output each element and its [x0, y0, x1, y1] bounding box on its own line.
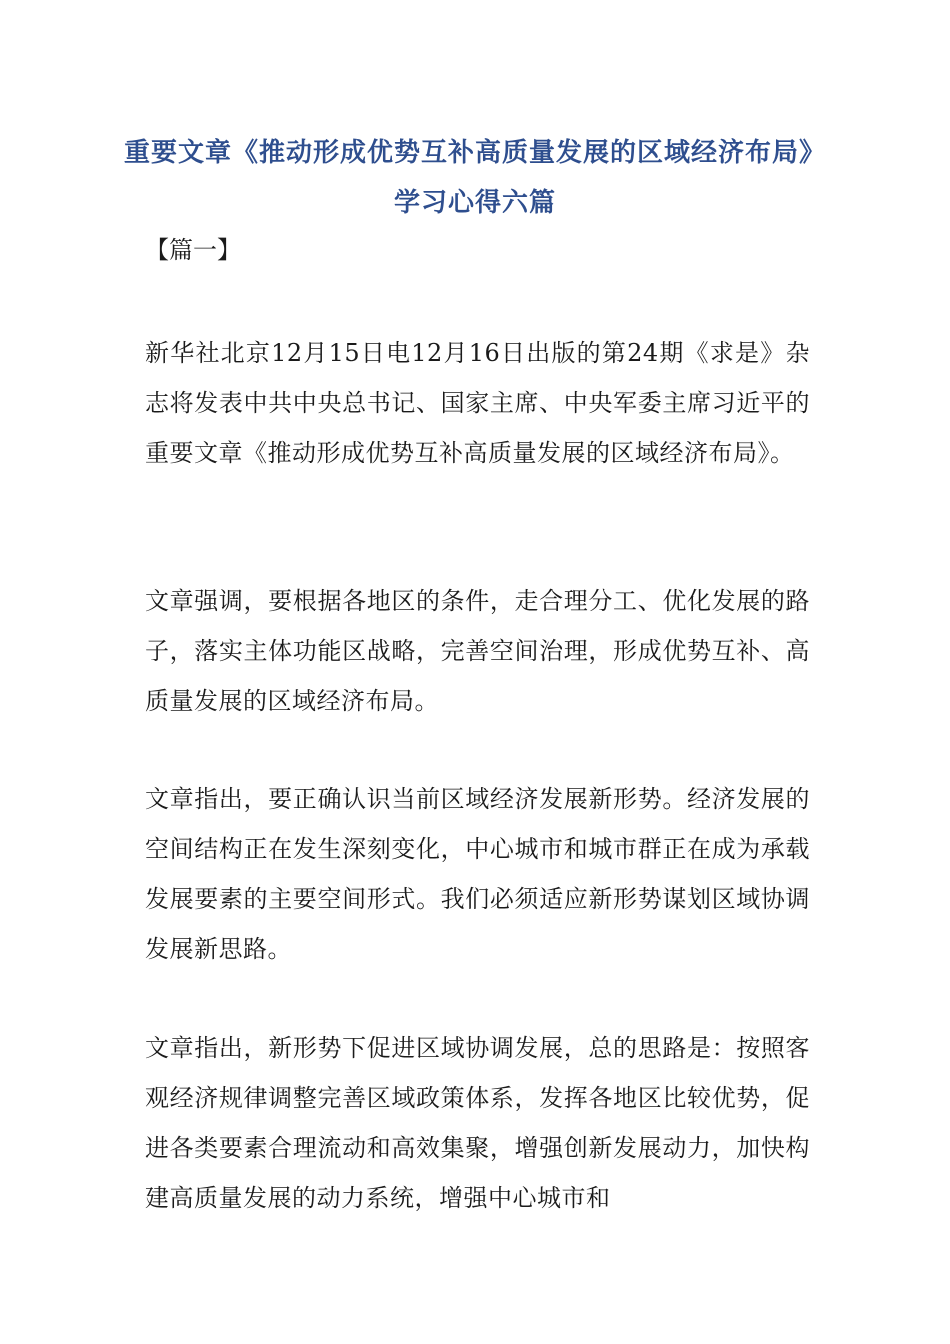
paragraph-1: 新华社北京12月15日电12月16日出版的第24期《求是》杂志将发表中共中央总书记、国家主席、中央军委主席习近平的重要文章《推动形成优势互补高质量发展的区域经济布局》。: [145, 339, 810, 467]
paragraph-3: 文章指出，要正确认识当前区域经济发展新形势。经济发展的空间结构正在发生深刻变化，中心城市和城市群正在成为承载发展要素的主要空间形式。我们必须适应新形势谋划区域协调发展新思路。: [145, 785, 810, 963]
paragraph-4: 文章指出，新形势下促进区域协调发展，总的思路是：按照客观经济规律调整完善区域政策体系，发挥各地区比较优势，促进各类要素合理流动和高效集聚，增强创新发展动力，加快构建高质量发展的动力系统，增强中心城市和: [145, 1034, 810, 1212]
document-title: 重要文章《推动形成优势互补高质量发展的区域经济布局》学习心得六篇: [123, 138, 826, 218]
section-label: 【篇一】: [145, 236, 241, 264]
paragraph-2: 文章强调，要根据各地区的条件，走合理分工、优化发展的路子，落实主体功能区战略，完善空间治理，形成优势互补、高质量发展的区域经济布局。: [145, 587, 810, 715]
